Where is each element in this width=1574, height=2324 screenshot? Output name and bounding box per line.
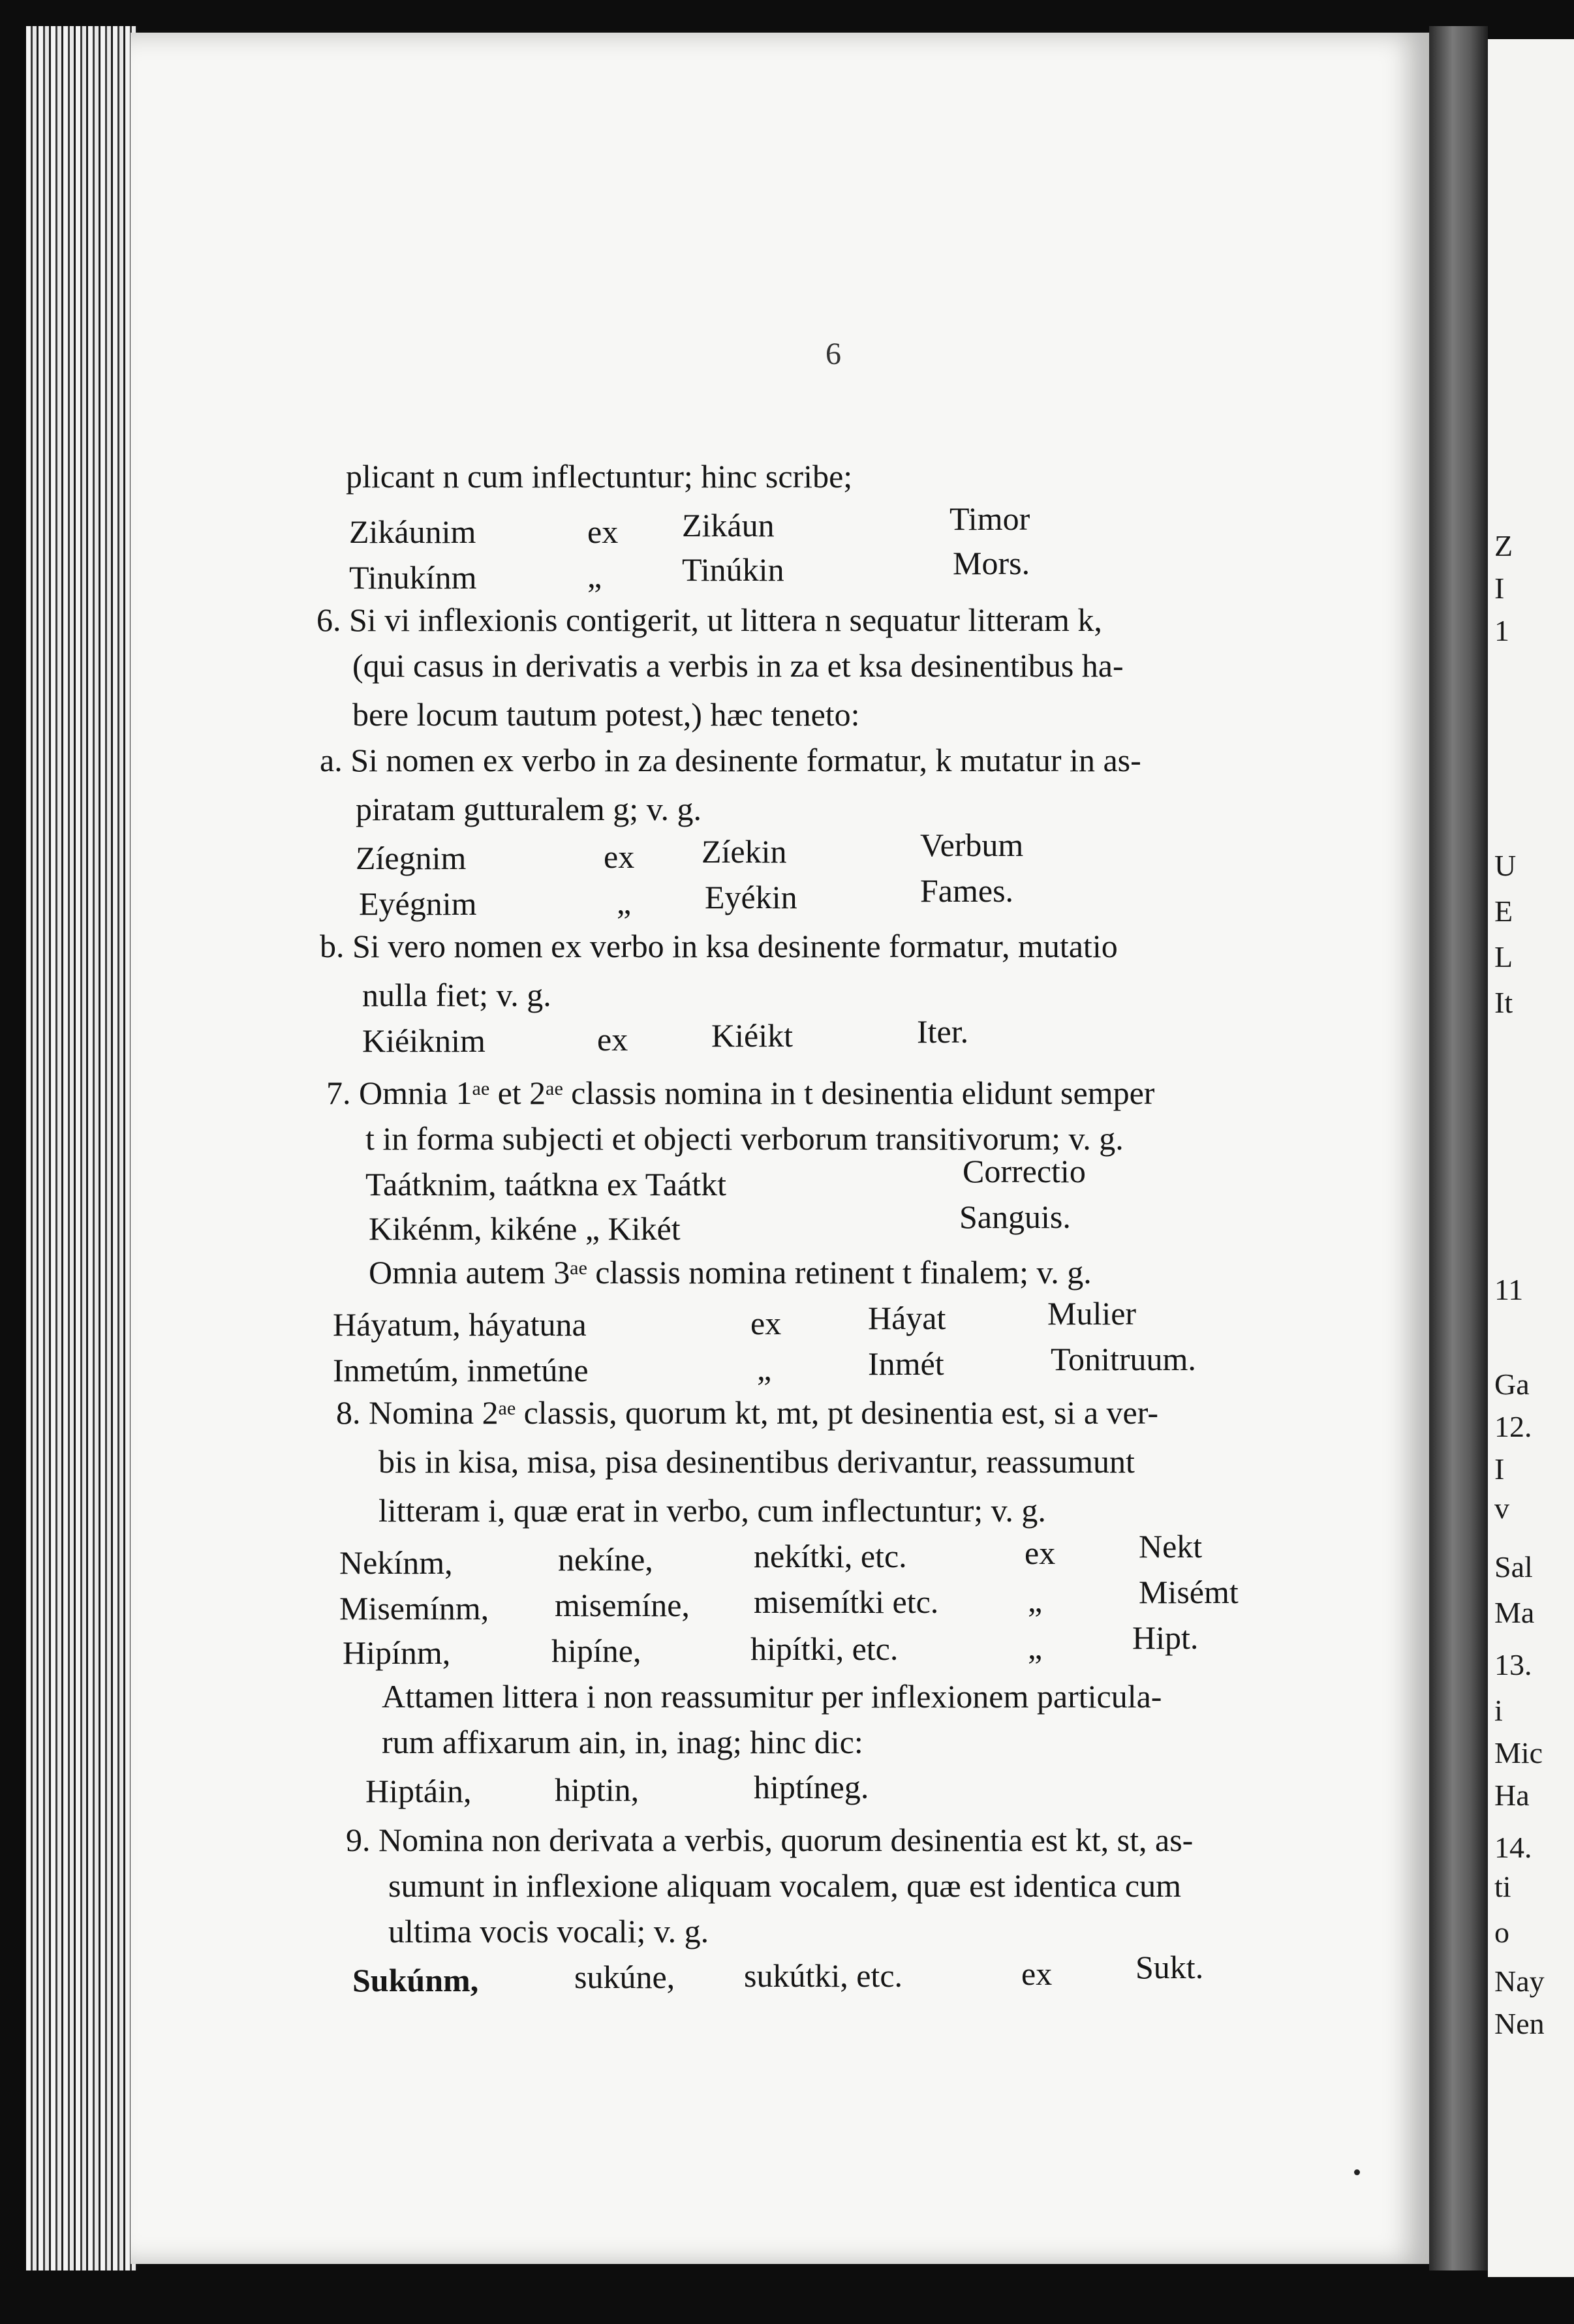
- example-root: Nekt: [1139, 1528, 1203, 1565]
- facing-fragment: Ha: [1494, 1779, 1530, 1812]
- example-word: Kikénm, kikéne „ Kikét: [369, 1210, 681, 1247]
- example-word: Tinukínm: [349, 559, 477, 596]
- example-meaning: Verbum: [920, 827, 1024, 863]
- text-line: a. Si nomen ex verbo in za desinente formatur, k mutatur in as-: [320, 742, 1141, 778]
- example-ex: ex: [597, 1021, 628, 1058]
- facing-fragment: Z: [1494, 529, 1513, 562]
- facing-fragment: Ga: [1494, 1368, 1530, 1401]
- example-ex: „: [1028, 1582, 1043, 1619]
- example-word: hipítki, etc.: [750, 1630, 899, 1667]
- text-line: 6. Si vi inflexionis contigerit, ut littera n sequatur litteram k,: [316, 602, 1102, 638]
- page-number: 6: [826, 337, 841, 371]
- example-meaning: Correctio: [963, 1153, 1086, 1189]
- example-word: hiptíneg.: [754, 1769, 869, 1805]
- text-line: bere locum tautum potest,) hæc teneto:: [352, 696, 860, 733]
- text-line: Attamen littera i non reassumitur per inflexionem particula-: [382, 1678, 1162, 1715]
- facing-fragment: I: [1494, 572, 1505, 605]
- text-line: 9. Nomina non derivata a verbis, quorum desinentia est kt, st, as-: [346, 1822, 1194, 1858]
- example-root: Sukt.: [1135, 1949, 1204, 1985]
- example-root: Háyat: [868, 1300, 946, 1336]
- example-word: misemítki etc.: [754, 1583, 939, 1620]
- example-word: misemíne,: [555, 1587, 690, 1623]
- example-root: Kiéikt: [711, 1017, 793, 1054]
- example-word: Sukúnm,: [352, 1962, 479, 1998]
- example-word: Háyatum, háyatuna: [333, 1306, 587, 1343]
- example-word: hipíne,: [551, 1632, 641, 1669]
- facing-fragment: i: [1494, 1694, 1503, 1727]
- facing-fragment: Ma: [1494, 1596, 1535, 1629]
- example-root: Zíekin: [702, 833, 787, 870]
- example-word: Hiptáin,: [365, 1773, 472, 1809]
- example-word: nekíne,: [558, 1541, 653, 1578]
- example-ex: ex: [604, 838, 635, 875]
- text-line: ultima vocis vocali; v. g.: [388, 1913, 709, 1949]
- text-line: sumunt in inflexione aliquam vocalem, quæ est identica cum: [388, 1867, 1181, 1904]
- book-edge: [26, 26, 137, 2270]
- example-word: Misemínm,: [339, 1590, 489, 1627]
- text-line: plicant n cum inflectuntur; hinc scribe;: [346, 458, 853, 495]
- example-root: Eyékin: [705, 879, 797, 915]
- example-word: nekítki, etc.: [754, 1538, 907, 1574]
- example-root: Tinúkin: [682, 551, 784, 588]
- example-ex: „: [757, 1351, 772, 1387]
- example-root: Inmét: [868, 1345, 944, 1382]
- facing-fragment: Mic: [1494, 1736, 1543, 1769]
- example-word: Eyégnim: [359, 885, 477, 922]
- facing-fragment: I: [1494, 1452, 1505, 1486]
- text-line: nulla fiet; v. g.: [362, 977, 551, 1013]
- example-meaning: Fames.: [920, 872, 1014, 909]
- facing-fragment: 12.: [1494, 1410, 1532, 1443]
- example-ex: ex: [587, 513, 619, 550]
- facing-fragment: L: [1494, 940, 1513, 973]
- example-word: Zikáunim: [349, 513, 476, 550]
- example-meaning: Tonitruum.: [1051, 1341, 1196, 1377]
- example-ex: ex: [1025, 1535, 1056, 1571]
- text-line: litteram i, quæ erat in verbo, cum inflectuntur; v. g.: [378, 1492, 1046, 1529]
- text-line: b. Si vero nomen ex verbo in ksa desinente formatur, mutatio: [320, 928, 1118, 964]
- facing-fragment: 11: [1494, 1273, 1524, 1306]
- text-line: Omnia autem 3ᵃᵉ classis nomina retinent t finalem; v. g.: [369, 1254, 1092, 1291]
- text-line: rum affixarum ain, in, inag; hinc dic:: [382, 1724, 863, 1760]
- example-meaning: Iter.: [917, 1013, 969, 1050]
- facing-fragment: U: [1494, 849, 1517, 882]
- example-word: Inmetúm, inmetúne: [333, 1352, 589, 1388]
- facing-fragment: ti: [1494, 1870, 1511, 1903]
- text-line: (qui casus in derivatis a verbis in za et ksa desinentibus ha-: [352, 647, 1124, 684]
- ink-dot: [1354, 2169, 1360, 2175]
- example-ex: ex: [1021, 1955, 1053, 1992]
- example-word: Hipínm,: [343, 1634, 451, 1671]
- facing-fragment: 13.: [1494, 1648, 1532, 1681]
- example-word: Kiéiknim: [362, 1022, 486, 1059]
- text-line: 7. Omnia 1ᵃᵉ et 2ᵃᵉ classis nomina in t desinentia elidunt semper: [326, 1075, 1155, 1111]
- example-meaning: Timor: [949, 500, 1030, 537]
- facing-fragment: E: [1494, 894, 1513, 928]
- facing-fragment: v: [1494, 1491, 1509, 1525]
- example-word: Taátknim, taátkna ex Taátkt: [365, 1166, 726, 1202]
- facing-fragment: Nay: [1494, 1965, 1545, 1998]
- example-word: Nekínm,: [339, 1544, 453, 1581]
- facing-fragment: It: [1494, 986, 1513, 1019]
- example-root: Hipt.: [1132, 1619, 1199, 1656]
- example-meaning: Mors.: [953, 545, 1030, 581]
- example-ex: „: [617, 884, 632, 921]
- text-line: piratam gutturalem g; v. g.: [356, 791, 702, 827]
- facing-fragment: Sal: [1494, 1550, 1533, 1583]
- example-ex: „: [587, 558, 602, 594]
- facing-fragment: Nen: [1494, 2007, 1545, 2040]
- example-word: sukúne,: [574, 1959, 675, 1995]
- text-line: bis in kisa, misa, pisa desinentibus derivantur, reassumunt: [378, 1443, 1135, 1480]
- facing-fragment: o: [1494, 1916, 1509, 1949]
- example-meaning: Mulier: [1047, 1295, 1137, 1332]
- example-meaning: Sanguis.: [959, 1199, 1071, 1235]
- example-word: Zíegnim: [356, 840, 467, 876]
- example-word: sukútki, etc.: [744, 1957, 903, 1994]
- example-root: Zikáun: [682, 507, 775, 543]
- facing-fragment: 14.: [1494, 1831, 1532, 1864]
- example-root: Misémt: [1139, 1574, 1239, 1610]
- example-ex: ex: [750, 1305, 782, 1341]
- text-line: 8. Nomina 2ᵃᵉ classis, quorum kt, mt, pt desinentia est, si a ver-: [336, 1394, 1159, 1431]
- text-line: t in forma subjecti et objecti verborum transitivorum; v. g.: [365, 1120, 1124, 1157]
- facing-page-edge: [1488, 39, 1574, 2277]
- example-word: hiptin,: [555, 1771, 640, 1808]
- facing-fragment: 1: [1494, 614, 1509, 647]
- example-ex: „: [1028, 1629, 1043, 1666]
- page-gutter: [1429, 26, 1488, 2270]
